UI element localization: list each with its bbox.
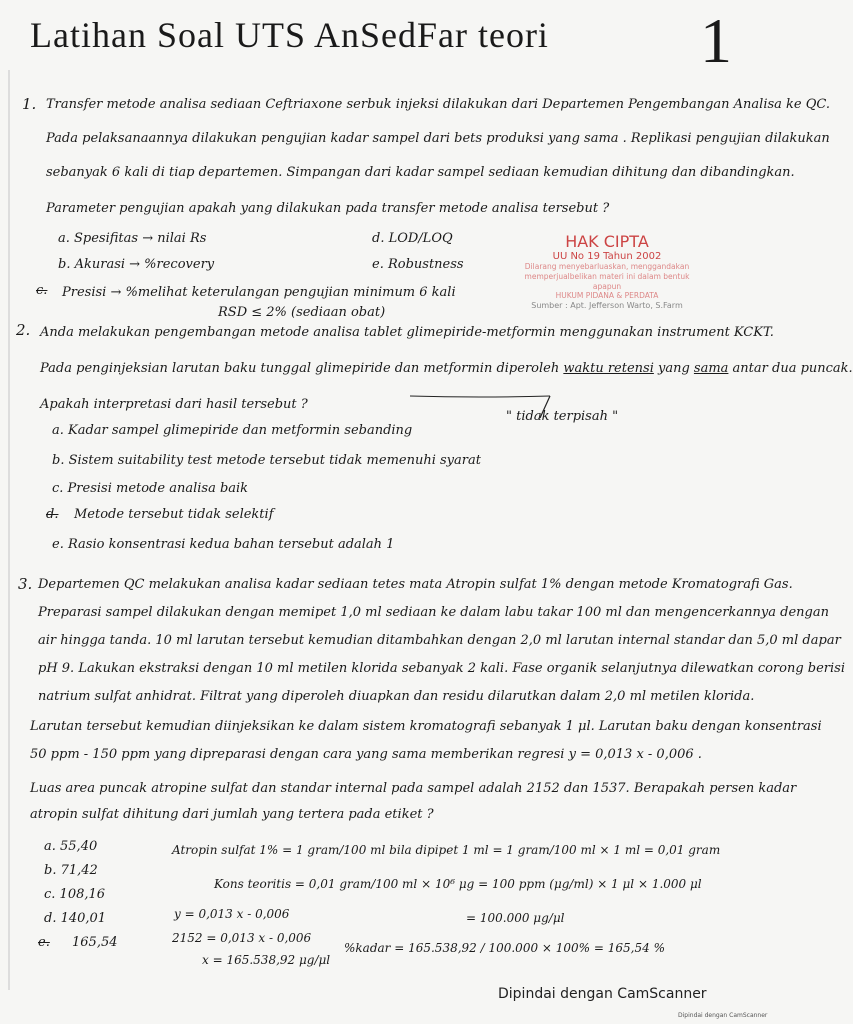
q2-option-a: a. Kadar sampel glimepiride dan metformin sebanding [52, 423, 413, 438]
q3-work-6: x = 165.538,92 μg/μl [202, 953, 331, 967]
q2-retention-time: waktu retensi [563, 361, 654, 376]
q1-line-2: Pada pelaksanaannya dilakukan pengujian kadar sampel dari bets produksi yang sama . Replikasi pengujian dilakukan [46, 131, 830, 146]
q1-option-e: e. Robustness [372, 257, 464, 272]
q3-line-6: Larutan tersebut kemudian diinjeksikan ke dalam sistem kromatografi sebanyak 1 μl. Larutan baku dengan konsentrasi [30, 719, 822, 734]
q3-option-e: 165,54 [72, 935, 118, 950]
stamp-line-2: memperjualbelikan materi ini dalam bentuk apapun [524, 271, 690, 291]
q3-work-1: Atropin sulfat 1% = 1 gram/100 ml bila dipipet 1 ml = 1 gram/100 ml × 1 ml = 0,01 gram [172, 843, 721, 857]
q2-line-2-end: antar dua puncak. [728, 361, 853, 376]
note-bracket [410, 396, 550, 397]
q3-line-2: Preparasi sampel dilakukan dengan memipet 1,0 ml sediaan ke dalam labu takar 100 ml dan mengencerkannya dengan [38, 605, 829, 620]
q1-option-d: d. LOD/LOQ [372, 231, 453, 246]
q2-line-2-start: Pada penginjeksian larutan baku tunggal glimepiride dan metformin diperoleh [40, 361, 564, 376]
q2-number: 2. [16, 321, 31, 339]
q2-same: sama [693, 361, 729, 376]
q1-option-c-mark: c. [36, 283, 48, 298]
stamp-law: UU No 19 Tahun 2002 [552, 251, 662, 262]
q3-line-7: 50 ppm - 150 ppm yang dipreparasi dengan cara yang sama memberikan regresi y = 0,013 x - 0,006 . [30, 747, 702, 762]
q1-option-c: Presisi → %melihat keterulangan pengujian minimum 6 kali [62, 285, 456, 300]
camscanner-small-watermark: Dipindai dengan CamScanner [678, 1012, 768, 1019]
q2-line-3: Apakah interpretasi dari hasil tersebut ? [40, 397, 308, 412]
q2-line-2-mid: yang [653, 361, 694, 376]
q3-line-1: Departemen QC melakukan analisa kadar sediaan tetes mata Atropin sulfat 1% dengan metode Kromatografi Gas. [38, 577, 793, 592]
q2-option-b: b. Sistem suitability test metode tersebut tidak memenuhi syarat [52, 453, 481, 468]
q2-note: " tidak terpisah " [506, 409, 619, 424]
q3-work-3: = 100.000 μg/μl [466, 911, 565, 925]
q3-line-9: atropin sulfat dihitung dari jumlah yang tertera pada etiket ? [30, 807, 434, 822]
q1-line-4: Parameter pengujian apakah yang dilakukan pada transfer metode analisa tersebut ? [46, 201, 610, 216]
q1-option-a: a. Spesifitas → nilai Rs [58, 231, 207, 246]
q2-line-1: Anda melakukan pengembangan metode analisa tablet glimepiride-metformin menggunakan instrument KCKT. [40, 325, 774, 340]
stamp-line-3: HUKUM PIDANA & PERDATA [555, 291, 659, 301]
camscanner-watermark: Dipindai dengan CamScanner [498, 986, 707, 1002]
stamp-source: Sumber : Apt. Jefferson Warto, S.Farm [531, 301, 683, 310]
q3-option-d: d. 140,01 [44, 911, 107, 926]
stamp-line-1: Dilarang menyebarluaskan, menggandakan [524, 262, 690, 271]
q3-line-8: Luas area puncak atropine sulfat dan standar internal pada sampel adalah 2152 dan 1537. Berapakah persen kadar [30, 781, 797, 796]
q1-option-c-note: RSD ≤ 2% (sediaan obat) [218, 305, 386, 320]
q1-number: 1. [22, 95, 37, 113]
q3-work-7: %kadar = 165.538,92 / 100.000 × 100% = 165,54 % [344, 941, 665, 955]
q3-option-c: c. 108,16 [44, 887, 106, 902]
q2-option-e: e. Rasio konsentrasi kedua bahan tersebut adalah 1 [52, 537, 395, 552]
q2-option-d: Metode tersebut tidak selektif [74, 507, 274, 522]
q3-line-3: air hingga tanda. 10 ml larutan tersebut kemudian ditambahkan dengan 2,0 ml larutan internal standar dan 5,0 ml dapar [38, 633, 841, 648]
q2-option-c: c. Presisi metode analisa baik [52, 481, 249, 496]
q3-line-4: pH 9. Lakukan ekstraksi dengan 10 ml metilen klorida sebanyak 2 kali. Fase organik selanjutnya dilewatkan corong berisi [38, 661, 846, 676]
q2-option-d-mark: d. [46, 507, 59, 522]
q3-option-a: a. 55,40 [44, 839, 98, 854]
q3-line-5: natrium sulfat anhidrat. Filtrat yang diperoleh diuapkan dan residu dilarutkan dalam 2,0 ml metilen klorida. [38, 689, 755, 704]
q3-work-2: Kons teoritis = 0,01 gram/100 ml × 10⁶ μg = 100 ppm (μg/ml) × 1 μl × 1.000 μl [214, 877, 702, 891]
q3-option-b: b. 71,42 [44, 863, 98, 878]
q1-line-3: sebanyak 6 kali di tiap departemen. Simpangan dari kadar sampel sediaan kemudian dihitung dan dibandingkan. [46, 165, 795, 180]
q3-number: 3. [18, 575, 33, 593]
stamp-title: HAK CIPTA [565, 232, 649, 251]
note-arrow [540, 396, 550, 418]
q1-option-b: b. Akurasi → %recovery [58, 257, 215, 272]
page-title: Latihan Soal UTS AnSedFar teori [30, 15, 549, 55]
q3-work-4: y = 0,013 x - 0,006 [174, 907, 290, 921]
q3-option-e-mark: e. [38, 935, 50, 950]
q1-line-1: Transfer metode analisa sediaan Ceftriaxone serbuk injeksi dilakukan dari Departemen Pengembangan Analisa ke QC. [46, 97, 831, 112]
page-number: 1 [700, 5, 732, 76]
q3-work-5: 2152 = 0,013 x - 0,006 [172, 931, 312, 945]
